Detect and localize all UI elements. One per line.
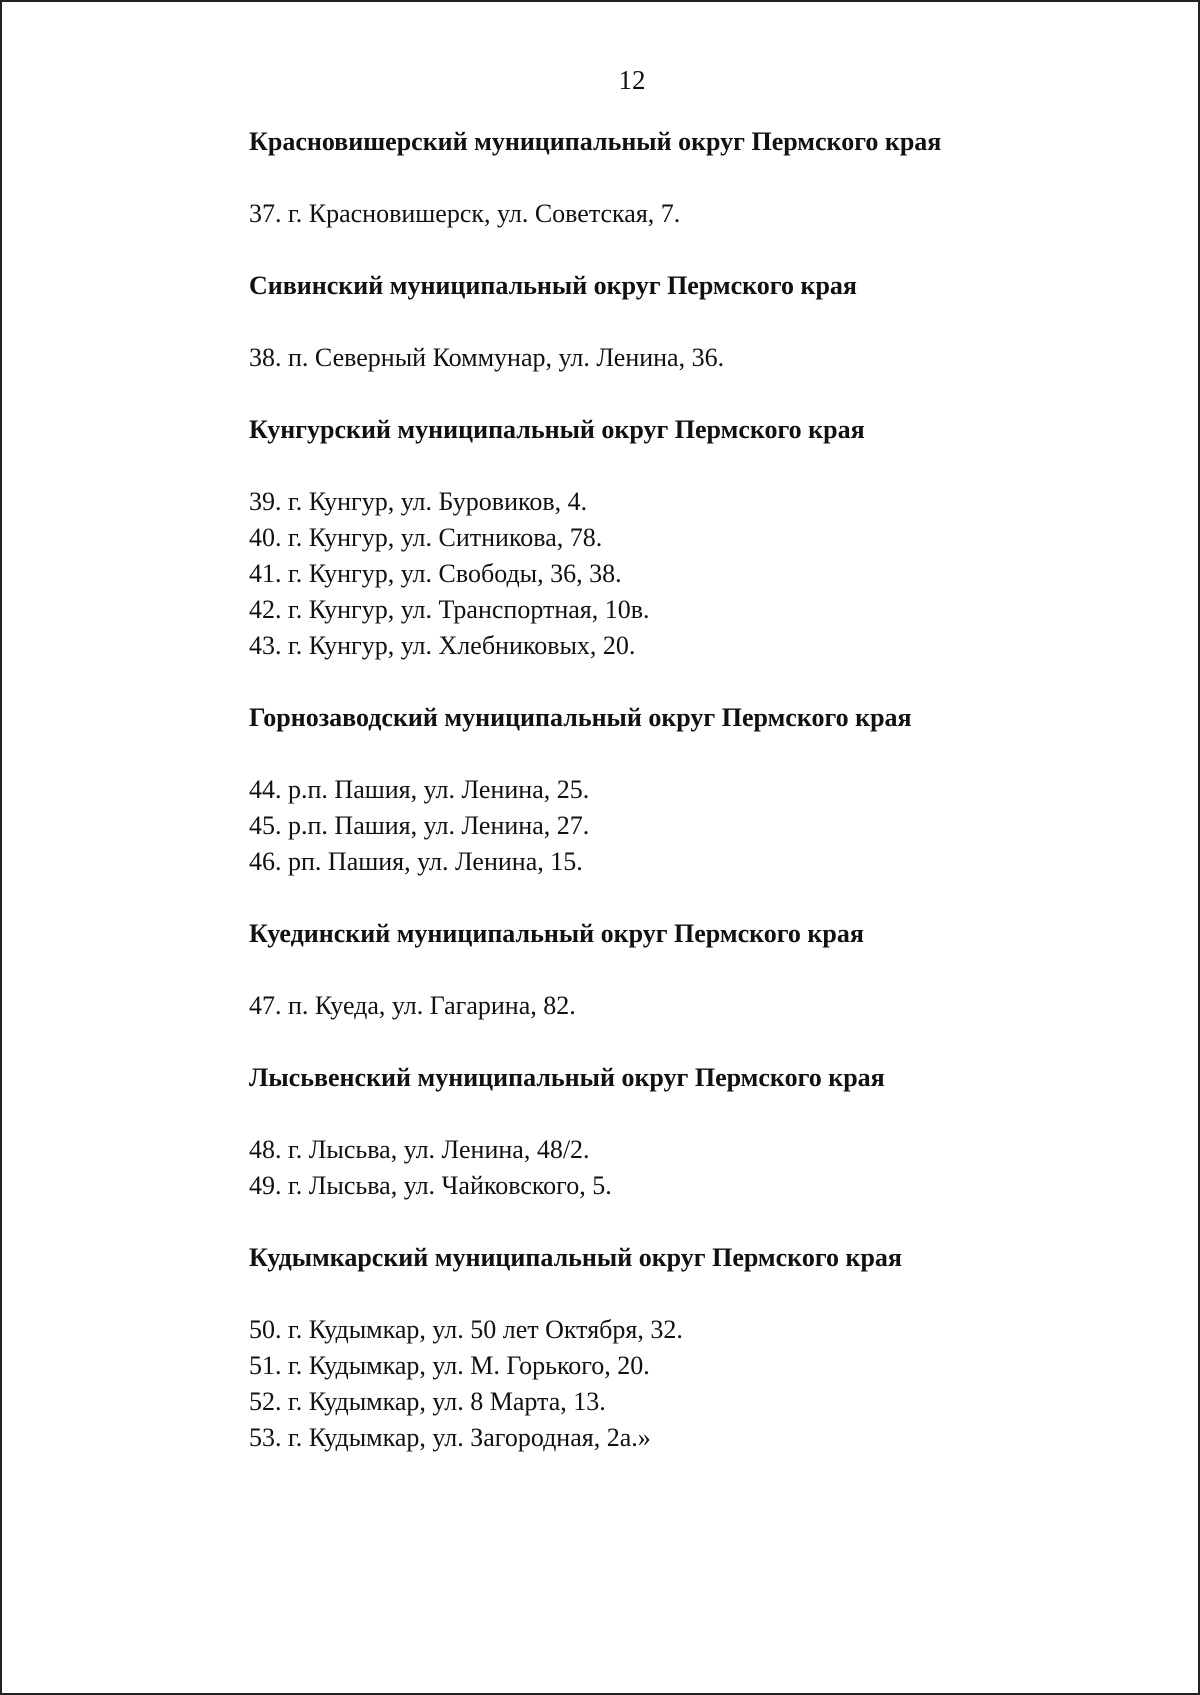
page-number: 12 [618,65,646,95]
address-entry: 41. г. Кунгур, ул. Свободы, 36, 38. [249,559,622,588]
address-list [249,1132,1149,1204]
district-heading: Лысьвенский муниципальный округ Пермского края [249,1063,885,1092]
district-section [249,1240,1149,1456]
address-list [249,484,1149,664]
address-list [249,772,1149,880]
address-entry: 52. г. Кудымкар, ул. 8 Марта, 13. [249,1387,606,1416]
address-entry: 47. п. Куеда, ул. Гагарина, 82. [249,991,576,1020]
district-section [249,916,1149,1024]
district-section [249,1060,1149,1204]
address-entry: 44. р.п. Пашия, ул. Ленина, 25. [249,775,590,804]
address-list [249,1312,1149,1456]
district-section [249,268,1149,376]
address-entry: 39. г. Кунгур, ул. Буровиков, 4. [249,487,588,516]
address-list [249,196,1149,232]
address-entry: 46. рп. Пашия, ул. Ленина, 15. [249,847,583,876]
address-list [249,340,1149,376]
district-heading: Красновишерский муниципальный округ Пермского края [249,127,942,156]
address-entry: 48. г. Лысьва, ул. Ленина, 48/2. [249,1135,590,1164]
address-entry: 42. г. Кунгур, ул. Транспортная, 10в. [249,595,650,624]
district-heading: Горнозаводский муниципальный округ Пермского края [249,703,912,732]
address-entry: 51. г. Кудымкар, ул. М. Горького, 20. [249,1351,650,1380]
document-body [249,124,1149,1456]
address-entry: 50. г. Кудымкар, ул. 50 лет Октября, 32. [249,1315,683,1344]
address-entry: 43. г. Кунгур, ул. Хлебниковых, 20. [249,631,636,660]
address-entry: 53. г. Кудымкар, ул. Загородная, 2а.» [249,1423,651,1452]
address-list [249,988,1149,1024]
district-heading: Сивинский муниципальный округ Пермского края [249,271,857,300]
address-entry: 49. г. Лысьва, ул. Чайковского, 5. [249,1171,612,1200]
address-entry: 37. г. Красновишерск, ул. Советская, 7. [249,199,681,228]
district-heading: Куединский муниципальный округ Пермского края [249,919,864,948]
district-section [249,124,1149,232]
address-entry: 45. р.п. Пашия, ул. Ленина, 27. [249,811,590,840]
district-section [249,700,1149,880]
address-entry: 40. г. Кунгур, ул. Ситникова, 78. [249,523,603,552]
district-section [249,412,1149,664]
district-heading: Кудымкарский муниципальный округ Пермского края [249,1243,902,1272]
district-heading: Кунгурский муниципальный округ Пермского края [249,415,865,444]
address-entry: 38. п. Северный Коммунар, ул. Ленина, 36. [249,343,725,372]
